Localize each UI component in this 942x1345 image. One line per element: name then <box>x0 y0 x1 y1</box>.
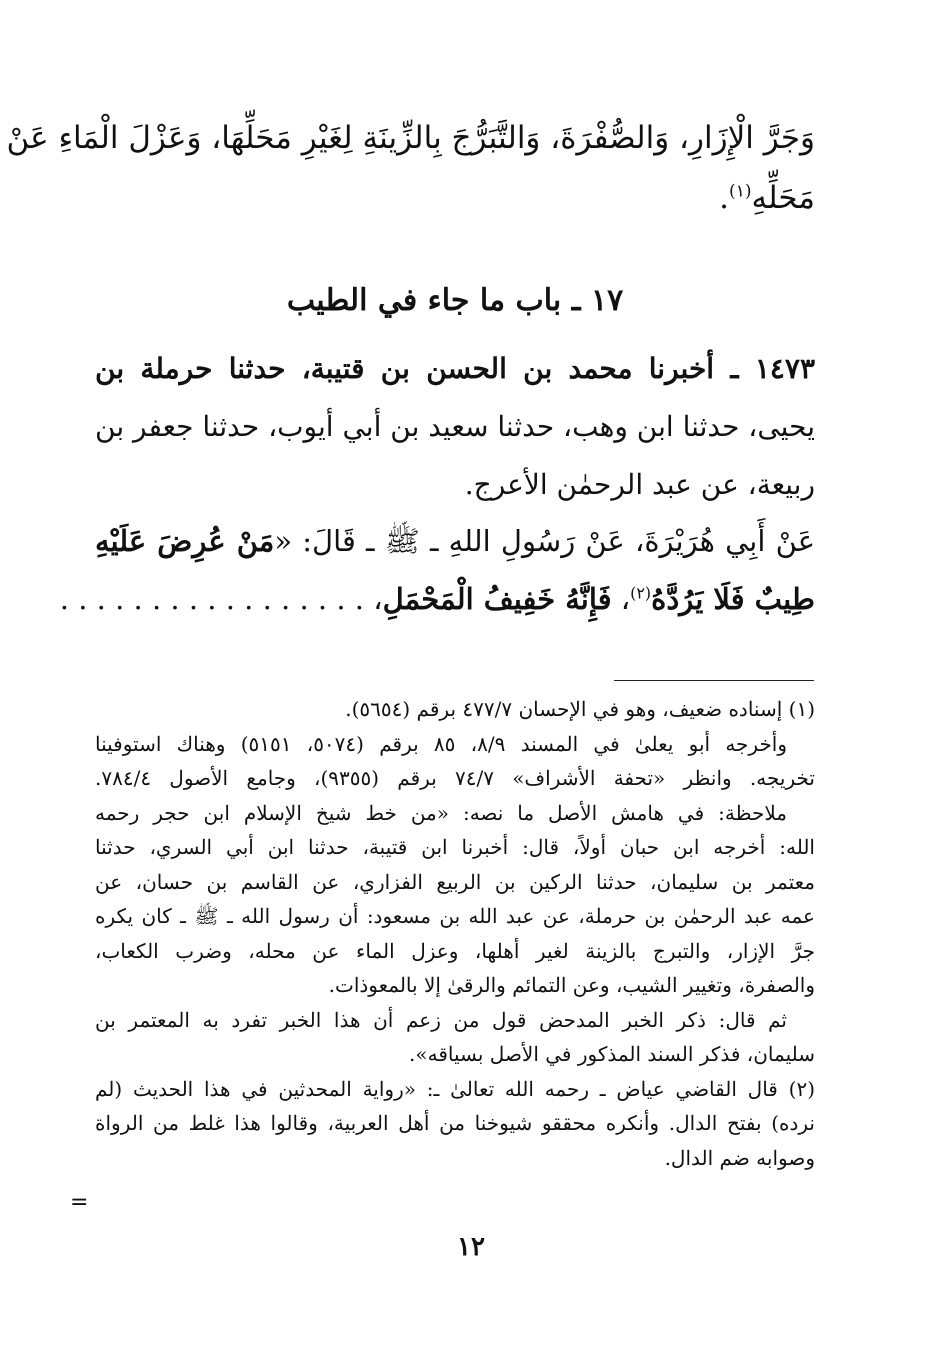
text-line: ربيعة، عن عبد الرحمٰن الأعرج. <box>464 468 815 501</box>
footnote-1-line: وأخرجه أبو يعلىٰ في المسند ٨/٩، ٨٥ برقم (٥٠٧٤، ٥١٥١) وهناك استوفينا <box>95 731 788 756</box>
hadith-isnad <box>95 340 815 514</box>
prophetic-saying: طِيبٌ فَلَا يَرُدَّهُ <box>651 582 815 616</box>
footnote-2-line: نرده) بفتح الدال. وأنكره محققو شيوخنا من أهل العربية، وقالوا هذا غلط من الرواة <box>95 1111 815 1135</box>
footnote-1-line: جرَّ الإزار، والتبرج بالزينة لغير أهلها، وعزل الماء عن محله، وضرب الكعاب، <box>95 938 815 963</box>
text-line <box>59 570 815 628</box>
text-fragment: عَنْ أَبِي هُرَيْرَةَ، عَنْ رَسُولِ اللهِ ـ ﷺ ـ قَالَ: « <box>274 524 815 558</box>
continued-hadith-text <box>6 108 815 228</box>
footnote-1-line: والصفرة، وتغيير الشيب، وعن التمائم والرقىٰ إلا بالمعوذات. <box>328 973 815 997</box>
page-number: ١٢ <box>457 1232 485 1262</box>
text-line: وَجَرَّ الْإِزَارِ، وَالصُّفْرَةَ، وَالتَّبَرُّجَ بِالزِّينَةِ لِغَيْرِ مَحَلِّهَا، وَعَزْلَ الْمَاءِ عَنْ <box>6 120 815 156</box>
text-line <box>95 168 815 228</box>
text-fragment: ، <box>611 582 631 616</box>
footnote-ref-1[interactable]: (١) <box>729 181 752 202</box>
footnote-1-line: معتمر بن سليمان، حدثنا الركين بن الربيع الفزاري، عن القاسم بن حسان، عن <box>95 869 815 894</box>
text-line: ١٤٧٣ ـ أخبرنا محمد بن الحسن بن قتيبة، حدثنا حرملة بن <box>95 352 815 385</box>
prophetic-saying: مَنْ عُرِضَ عَلَيْهِ <box>95 524 275 558</box>
prophetic-saying: فَإِنَّهُ خَفِيفُ الْمَحْمَلِ <box>382 582 612 616</box>
text-fragment: . <box>719 180 730 216</box>
footnote-1-line: (١) إسناده ضعيف، وهو في الإحسان ٤٧٧/٧ برقم (٥٦٥٤). <box>345 697 815 721</box>
continuation-mark: = <box>70 1190 89 1215</box>
footnote-1-line: ملاحظة: في هامش الأصل ما نصه: «من خط شيخ الإسلام ابن حجر رحمه <box>95 800 787 825</box>
hadith-matn <box>59 512 815 628</box>
text-line <box>95 512 815 570</box>
chapter-heading: ١٧ ـ باب ما جاء في الطيب <box>286 283 624 318</box>
text-fragment: مَحَلِّهِ <box>751 180 815 216</box>
footnote-1-line: ثم قال: ذكر الخبر المدحض قول من زعم أن هذا الخبر تفرد به المعتمر بن <box>95 1007 787 1032</box>
footnote-ref-2[interactable]: (٢) <box>630 583 652 603</box>
footnote-1-line: عمه عبد الرحمٰن بن حرملة، عن عبد الله بن مسعود: أن رسول الله ـ ﷺ ـ كان يكره <box>95 904 815 928</box>
footnote-1-line: سليمان، فذكر السند المذكور في الأصل بسياقه». <box>409 1042 815 1066</box>
footnote-1-line: الله: أخرجه ابن حبان أولاً، قال: أخبرنا ابن قتيبة، حدثنا ابن أبي السري، حدثنا <box>95 835 815 859</box>
footnotes <box>95 692 815 1175</box>
footnote-divider <box>614 680 814 681</box>
footnote-2-line: (٢) قال القاضي عياض ـ رحمه الله تعالىٰ ـ: «رواية المحدثين في هذا الحديث (لم <box>95 1076 815 1101</box>
footnote-1-line: تخريجه. وانظر «تحفة الأشراف» ٧٤/٧ برقم (٩٣٥٥)، وجامع الأصول ٧٨٤/٤. <box>95 766 815 790</box>
footnote-2-line: وصوابه ضم الدال. <box>664 1145 815 1170</box>
text-fragment: ، . . . . . . . . . . . . . . . . . <box>59 582 383 616</box>
text-line: يحيى، حدثنا ابن وهب، حدثنا سعيد بن أبي أيوب، حدثنا جعفر بن <box>95 410 815 443</box>
